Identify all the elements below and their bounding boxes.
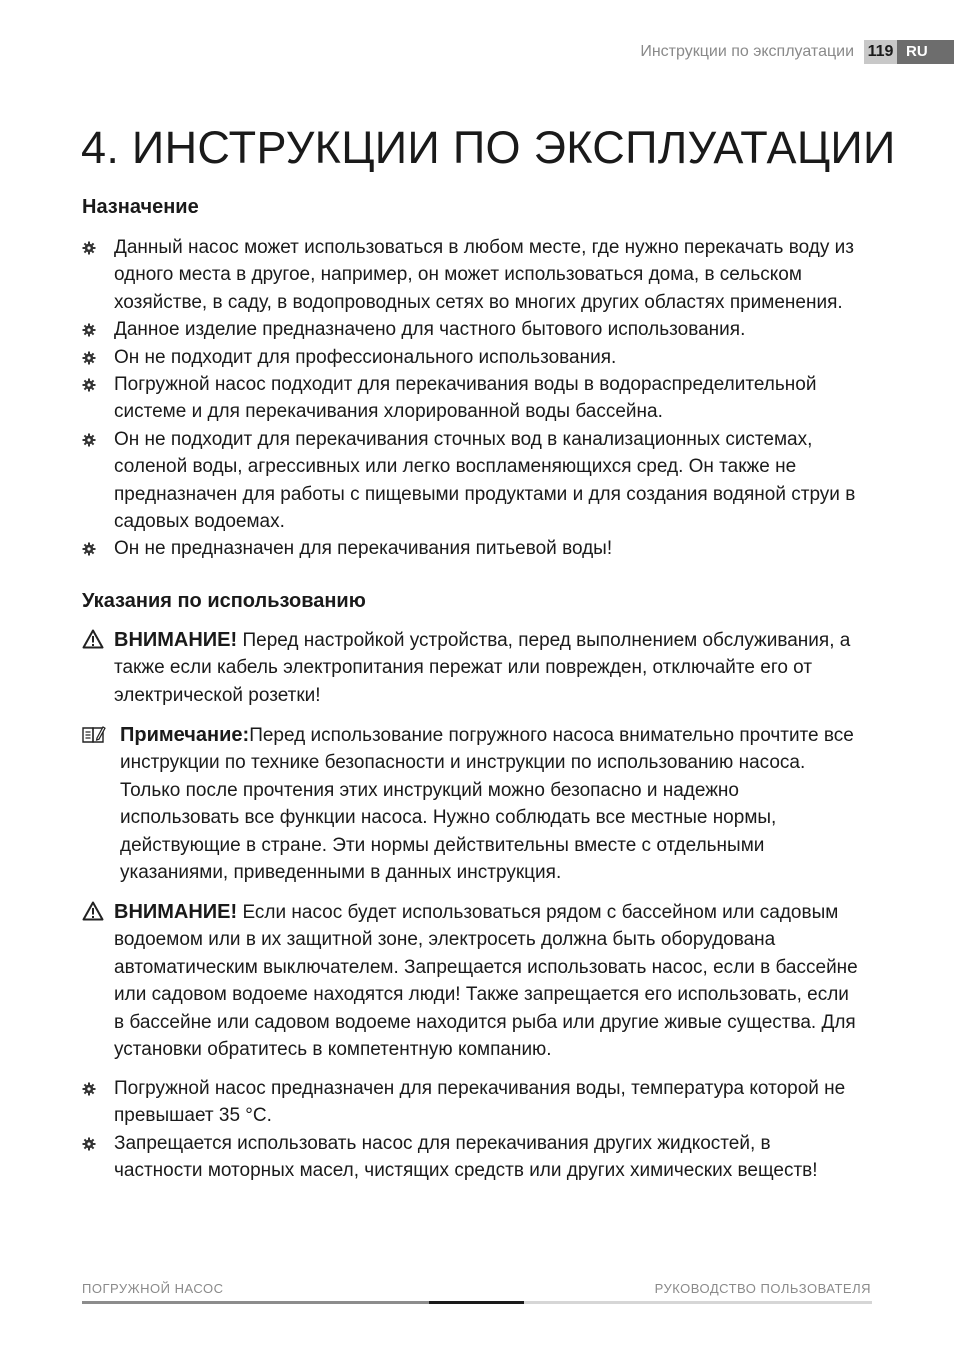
- list-item: [82, 1075, 862, 1130]
- warning-triangle-icon: [82, 629, 104, 649]
- list-item-text: Данный насос может использоваться в любом месте, где нужно перекачать воду из одного места в другое, например, он может использоваться дома, в сельском хозяйстве, в саду, в водопроводных сетях во многих других областях применения.: [114, 237, 854, 313]
- purpose-list: [82, 234, 862, 563]
- list-item-text: Он не подходит для профессионального использования.: [114, 346, 617, 368]
- gear-bullet-icon: [82, 542, 96, 556]
- list-item: [82, 535, 862, 562]
- gear-bullet-icon: [82, 378, 96, 392]
- list-item: [82, 1130, 862, 1185]
- list-item: [82, 234, 862, 316]
- gear-bullet-icon: [82, 241, 96, 255]
- gear-bullet-icon: [82, 1137, 96, 1151]
- footer-product-name: ПОГРУЖНОЙ НАСОС: [82, 1281, 224, 1296]
- page-number: 119: [864, 40, 897, 64]
- list-item-text: Он не предназначен для перекачивания питьевой воды!: [114, 538, 613, 560]
- note-label: Примечание:: [120, 724, 250, 746]
- list-item: [82, 426, 862, 536]
- note-text: Перед использование погружного насоса внимательно прочтите все инструкции по технике безопасности и инструкции по использованию насоса. Только после прочтения этих инструкций можно безопасно и надежно использовать все функции насоса. Нужно соблюдать все местные нормы, действующие в стране. Эти нормы действительны вместе с отдельными указаниями, приведенными в данных инструкция.: [120, 725, 854, 884]
- list-item: [82, 371, 862, 426]
- note-book-icon: [82, 725, 106, 745]
- list-item: [82, 344, 862, 371]
- note-block: [82, 722, 862, 886]
- list-item-text: Погружной насос подходит для перекачивания воды в водораспределительной системе и для перекачивания хлорированной воды бассейна.: [114, 374, 817, 423]
- warning-block-1: [82, 627, 862, 709]
- usage-list: [82, 1075, 862, 1185]
- warning-text: Перед настройкой устройства, перед выполнением обслуживания, а также если кабель электропитания пережат или поврежден, отключайте его от электрической розетки!: [114, 630, 851, 706]
- section-heading-usage: Указания по использованию: [82, 590, 366, 612]
- gear-bullet-icon: [82, 351, 96, 365]
- warning-label: ВНИМАНИЕ!: [114, 901, 238, 923]
- footer-bar-left: [82, 1301, 429, 1304]
- section-heading-purpose: Назначение: [82, 196, 199, 218]
- warning-label: ВНИМАНИЕ!: [114, 629, 238, 651]
- list-item-text: Погружной насос предназначен для перекачивания воды, температура которой не превышает 35 °C.: [114, 1078, 846, 1127]
- footer-bar-right: [524, 1301, 872, 1304]
- list-item-text: Он не подходит для перекачивания сточных вод в канализационных системах, соленой воды, агрессивных или легко воспламеняющихся сред. Он также не предназначен для работы с пищевыми продуктами и для создания водяной струи в садовых водоемах.: [114, 428, 856, 533]
- warning-block-2: [82, 899, 862, 1063]
- list-item: [82, 316, 862, 343]
- warning-triangle-icon: [82, 901, 104, 921]
- list-item-text: Запрещается использовать насос для перекачивания других жидкостей, в частности моторных масел, чистящих средств или других химических веществ!: [114, 1132, 818, 1182]
- page-title: 4. ИНСТРУКЦИИ ПО ЭКСПЛУАТАЦИИ: [81, 122, 896, 173]
- gear-bullet-icon: [82, 433, 96, 447]
- gear-bullet-icon: [82, 1082, 96, 1096]
- list-item-text: Данное изделие предназначено для частного бытового использования.: [114, 319, 746, 341]
- header-title: Инструкции по эксплуатации: [640, 43, 854, 60]
- warning-text: Если насос будет использоваться рядом с бассейном или садовым водоемом или в их защитной зоне, электросеть должна быть оборудована автоматическим выключателем. Запрещается использовать насос, если в бассейне или садовом водоеме находятся люди! Также запрещается его использовать, если в бассейне или садовом водоеме находится рыба или другие живые существа. Для установки обратитесь в компетентную компанию.: [114, 902, 858, 1061]
- footer-bar-center: [429, 1301, 524, 1304]
- gear-bullet-icon: [82, 323, 96, 337]
- language-badge: RU: [897, 40, 954, 64]
- footer-manual-name: РУКОВОДСТВО ПОЛЬЗОВАТЕЛЯ: [654, 1281, 871, 1296]
